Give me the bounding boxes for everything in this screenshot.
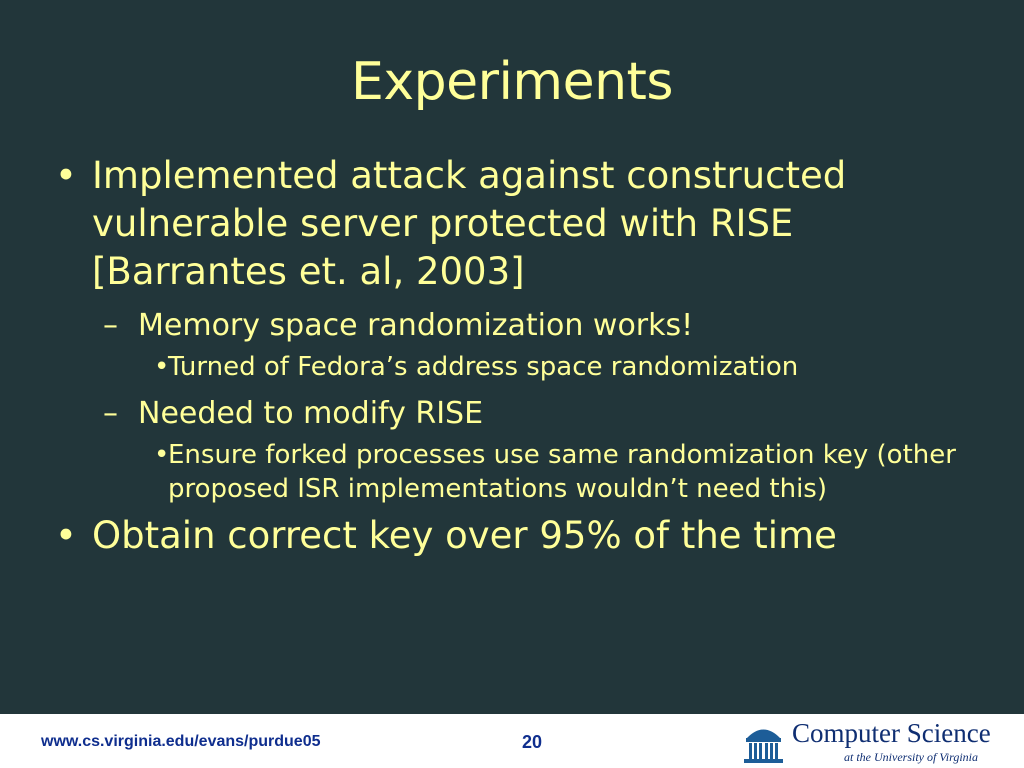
nested-bullet-item-1 — [55, 350, 995, 384]
nested-bullet-text: Turned of Fedora’s address space randomization — [168, 352, 799, 382]
nested-bullet-item-2 — [55, 438, 995, 506]
slide-title: Experiments — [350, 52, 674, 112]
sub-bullet-item-1 — [55, 306, 995, 346]
footer-url-link[interactable]: www.cs.virginia.edu/evans/purdue05 — [41, 733, 321, 750]
slide-content — [55, 152, 995, 568]
sub-bullet-marker: – — [103, 396, 118, 431]
bullet-text: Implemented attack against constructed vulnerable server protected with RISE [Barrantes et. al, 2003] — [92, 154, 847, 293]
nested-bullet-text: Ensure forked processes use same randomization key (other proposed ISR implementations wouldn’t need this) — [168, 440, 956, 504]
bullet-text: Obtain correct key over 95% of the time — [92, 514, 837, 557]
logo-title: Computer Science — [792, 718, 991, 748]
nested-bullet-marker: • — [154, 440, 170, 470]
sub-bullet-text: Memory space randomization works! — [138, 308, 694, 343]
bullet-item-2 — [55, 512, 995, 560]
university-rotunda-icon — [742, 719, 785, 765]
sub-bullet-marker: – — [103, 308, 118, 343]
sub-bullet-text: Needed to modify RISE — [138, 396, 484, 431]
bullet-marker: • — [55, 154, 77, 197]
nested-bullet-marker: • — [154, 352, 170, 382]
bullet-marker: • — [55, 514, 77, 557]
university-logo — [742, 719, 1012, 765]
logo-subtitle: at the University of Virginia — [844, 750, 978, 764]
bullet-item-1 — [55, 152, 995, 296]
slide-footer — [0, 714, 1024, 768]
sub-bullet-item-2 — [55, 394, 995, 434]
page-number: 20 — [522, 732, 543, 752]
